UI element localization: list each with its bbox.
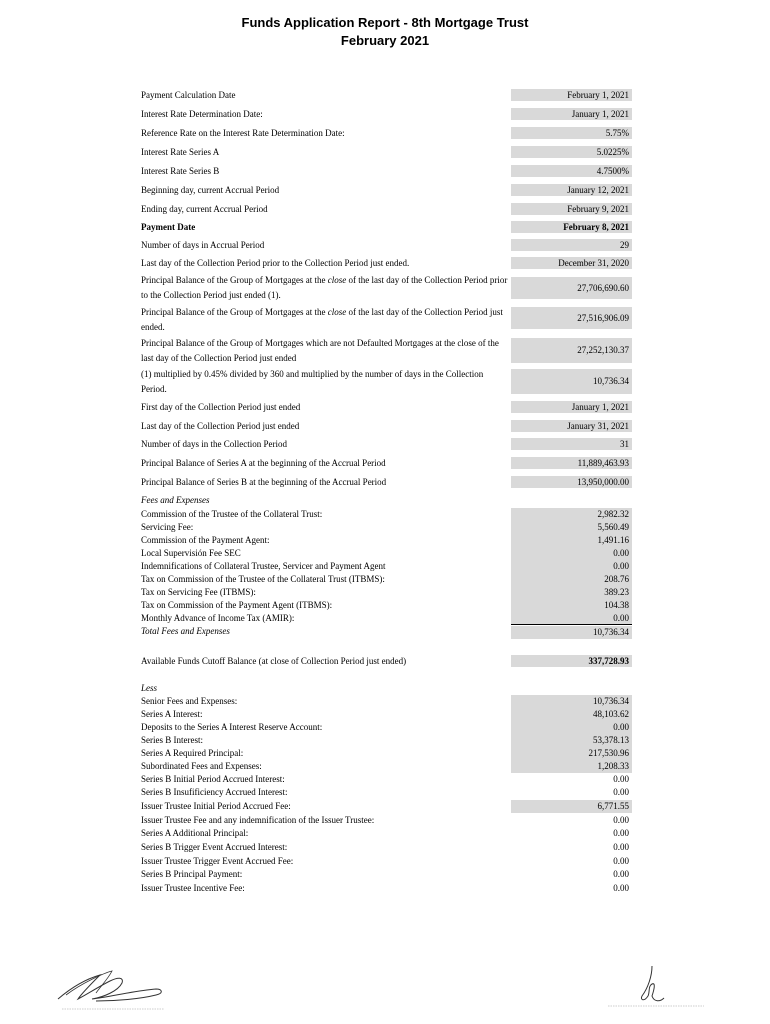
less-heading: Less	[141, 683, 158, 693]
row-value: 29	[511, 239, 632, 251]
signature-right-icon	[608, 962, 708, 1012]
fee-value: 0.00	[511, 612, 632, 625]
row-first-day-collection	[141, 401, 632, 414]
less-value: 0.00	[613, 815, 629, 825]
row-value: January 1, 2021	[511, 108, 632, 120]
fee-value: 208.76	[511, 573, 632, 586]
row-interest-rate-series-b	[141, 165, 632, 178]
fee-label: Tax on Commission of the Payment Agent (ITBMS):	[141, 600, 333, 610]
row-label: Payment Date	[141, 222, 196, 232]
row-label: Interest Rate Series A	[141, 147, 220, 157]
row-value: January 12, 2021	[511, 184, 632, 196]
less-value: 6,771.55	[511, 800, 632, 813]
row-value: 337,728.93	[511, 655, 632, 667]
less-label: Issuer Trustee Initial Period Accrued Fee:	[141, 801, 291, 811]
less-value: 0.00	[613, 883, 629, 893]
row-value: February 1, 2021	[511, 89, 632, 101]
less-label: Series B Initial Period Accrued Interest:	[141, 774, 285, 784]
row-label: Number of days in the Collection Period	[141, 439, 287, 449]
row-value: January 31, 2021	[511, 420, 632, 432]
row-value: 5.75%	[511, 127, 632, 139]
row-value: 4.7500%	[511, 165, 632, 177]
row-value: 27,706,690.60	[511, 277, 632, 299]
row-value: 13,950,000.00	[511, 476, 632, 488]
less-value: 0.00	[613, 856, 629, 866]
fee-value: 389.23	[511, 586, 632, 599]
row-value: 10,736.34	[511, 369, 632, 394]
row-label: Interest Rate Determination Date:	[141, 109, 263, 119]
row-label: Last day of the Collection Period just ended	[141, 421, 300, 431]
row-label: Interest Rate Series B	[141, 166, 220, 176]
row-last-day-collection	[141, 420, 632, 433]
row-days-collection	[141, 438, 632, 451]
row-label: Principal Balance of Series A at the beginning of the Accrual Period	[141, 458, 386, 468]
fee-value: 0.00	[511, 560, 632, 573]
row-payment-date	[141, 221, 632, 234]
row-label: Beginning day, current Accrual Period	[141, 185, 280, 195]
row-interest-rate-determination-date	[141, 108, 632, 121]
row-payment-calculation-date	[141, 89, 632, 102]
row-value: 31	[511, 438, 632, 450]
row-principal-balance-prior	[141, 273, 632, 303]
row-reference-rate	[141, 127, 632, 140]
fee-value: 1,491.16	[511, 534, 632, 547]
less-label: Issuer Trustee Trigger Event Accrued Fee:	[141, 856, 294, 866]
row-ending-accrual-period	[141, 203, 632, 216]
row-label: Number of days in Accrual Period	[141, 240, 265, 250]
fee-value: 5,560.49	[511, 521, 632, 534]
fee-label: Tax on Commission of the Trustee of the Collateral Trust (ITBMS):	[141, 574, 385, 584]
less-label: Series B Insufificiency Accrued Interest:	[141, 787, 288, 797]
less-value: 0.00	[613, 774, 629, 784]
fee-label: Local Supervisión Fee SEC	[141, 548, 241, 558]
report-title: Funds Application Report - 8th Mortgage Trust	[241, 15, 529, 30]
less-label: Series B Interest:	[141, 735, 203, 745]
row-multiplied-calc	[141, 367, 632, 397]
row-principal-series-b	[141, 476, 632, 489]
less-value: 0.00	[511, 721, 632, 734]
row-interest-rate-series-a	[141, 146, 632, 159]
less-label: Series A Interest:	[141, 709, 203, 719]
row-label: Ending day, current Accrual Period	[141, 204, 268, 214]
row-principal-balance-close	[141, 305, 632, 335]
less-label: Deposits to the Series A Interest Reserve Account:	[141, 722, 323, 732]
fees-heading: Fees and Expenses	[141, 495, 210, 505]
row-label: Reference Rate on the Interest Rate Determination Date:	[141, 128, 345, 138]
less-label: Subordinated Fees and Expenses:	[141, 761, 262, 771]
row-label: First day of the Collection Period just ended	[141, 402, 301, 412]
less-value: 0.00	[613, 842, 629, 852]
fee-value: 0.00	[511, 547, 632, 560]
row-value: December 31, 2020	[511, 257, 632, 269]
row-label: Last day of the Collection Period prior to the Collection Period just ended.	[141, 258, 410, 268]
less-label: Series A Additional Principal:	[141, 828, 249, 838]
row-value: 27,516,906.09	[511, 307, 632, 329]
fee-label: Servicing Fee:	[141, 522, 194, 532]
less-label: Issuer Trustee Incentive Fee:	[141, 883, 245, 893]
row-label: (1) multiplied by 0.45% divided by 360 and multiplied by the number of days in the Collection Period.	[141, 369, 484, 394]
row-days-accrual-period	[141, 239, 632, 252]
less-label: Series B Principal Payment:	[141, 869, 243, 879]
row-value: February 9, 2021	[511, 203, 632, 215]
fee-label: Indemnifications of Collateral Trustee, Servicer and Payment Agent	[141, 561, 386, 571]
less-label: Issuer Trustee Fee and any indemnification of the Issuer Trustee:	[141, 815, 375, 825]
less-value: 0.00	[613, 787, 629, 797]
row-value: 11,889,463.93	[511, 457, 632, 469]
row-label: Payment Calculation Date	[141, 90, 236, 100]
less-value: 53,378.13	[511, 734, 632, 747]
row-principal-series-a	[141, 457, 632, 470]
less-value: 0.00	[613, 869, 629, 879]
less-value: 0.00	[613, 828, 629, 838]
fee-label: Commission of the Payment Agent:	[141, 535, 270, 545]
row-label: Principal Balance of the Group of Mortgages which are not Defaulted Mortgages at the close of the last day of the Collection Period just ended	[141, 338, 499, 363]
row-beginning-accrual-period	[141, 184, 632, 197]
row-value: 5.0225%	[511, 146, 632, 158]
row-label: Principal Balance of the Group of Mortgages at the close of the last day of the Collection Period prior to the Collection Period just ended (1).	[141, 275, 508, 300]
less-value: 1,208.33	[511, 760, 632, 773]
row-available-funds	[141, 655, 632, 668]
fee-value: 104.38	[511, 599, 632, 612]
row-label: Available Funds Cutoff Balance (at close of Collection Period just ended)	[141, 656, 407, 666]
signature-left-icon	[52, 965, 172, 1013]
less-label: Series A Required Principal:	[141, 748, 244, 758]
row-value: January 1, 2021	[511, 401, 632, 413]
less-label: Senior Fees and Expenses:	[141, 696, 238, 706]
fees-total-value: 10,736.34	[511, 626, 632, 639]
row-last-day-prior-collection	[141, 257, 632, 270]
less-value: 48,103.62	[511, 708, 632, 721]
row-value: 27,252,130.37	[511, 338, 632, 363]
fee-value: 2,982.32	[511, 508, 632, 521]
row-principal-balance-not-defaulted	[141, 336, 632, 366]
fee-label: Monthly Advance of Income Tax (AMIR):	[141, 613, 295, 623]
report-subtitle: February 2021	[340, 33, 430, 48]
row-value: February 8, 2021	[511, 221, 632, 233]
row-label: Principal Balance of Series B at the beginning of the Accrual Period	[141, 477, 387, 487]
fee-label: Commission of the Trustee of the Collateral Trust:	[141, 509, 323, 519]
less-label: Series B Trigger Event Accrued Interest:	[141, 842, 288, 852]
less-value: 217,530.96	[511, 747, 632, 760]
row-label: Principal Balance of the Group of Mortgages at the close of the last day of the Collection Period just ended.	[141, 307, 503, 332]
fee-label: Tax on Servicing Fee (ITBMS):	[141, 587, 256, 597]
less-value: 10,736.34	[511, 695, 632, 708]
fees-total-label: Total Fees and Expenses	[141, 626, 230, 636]
